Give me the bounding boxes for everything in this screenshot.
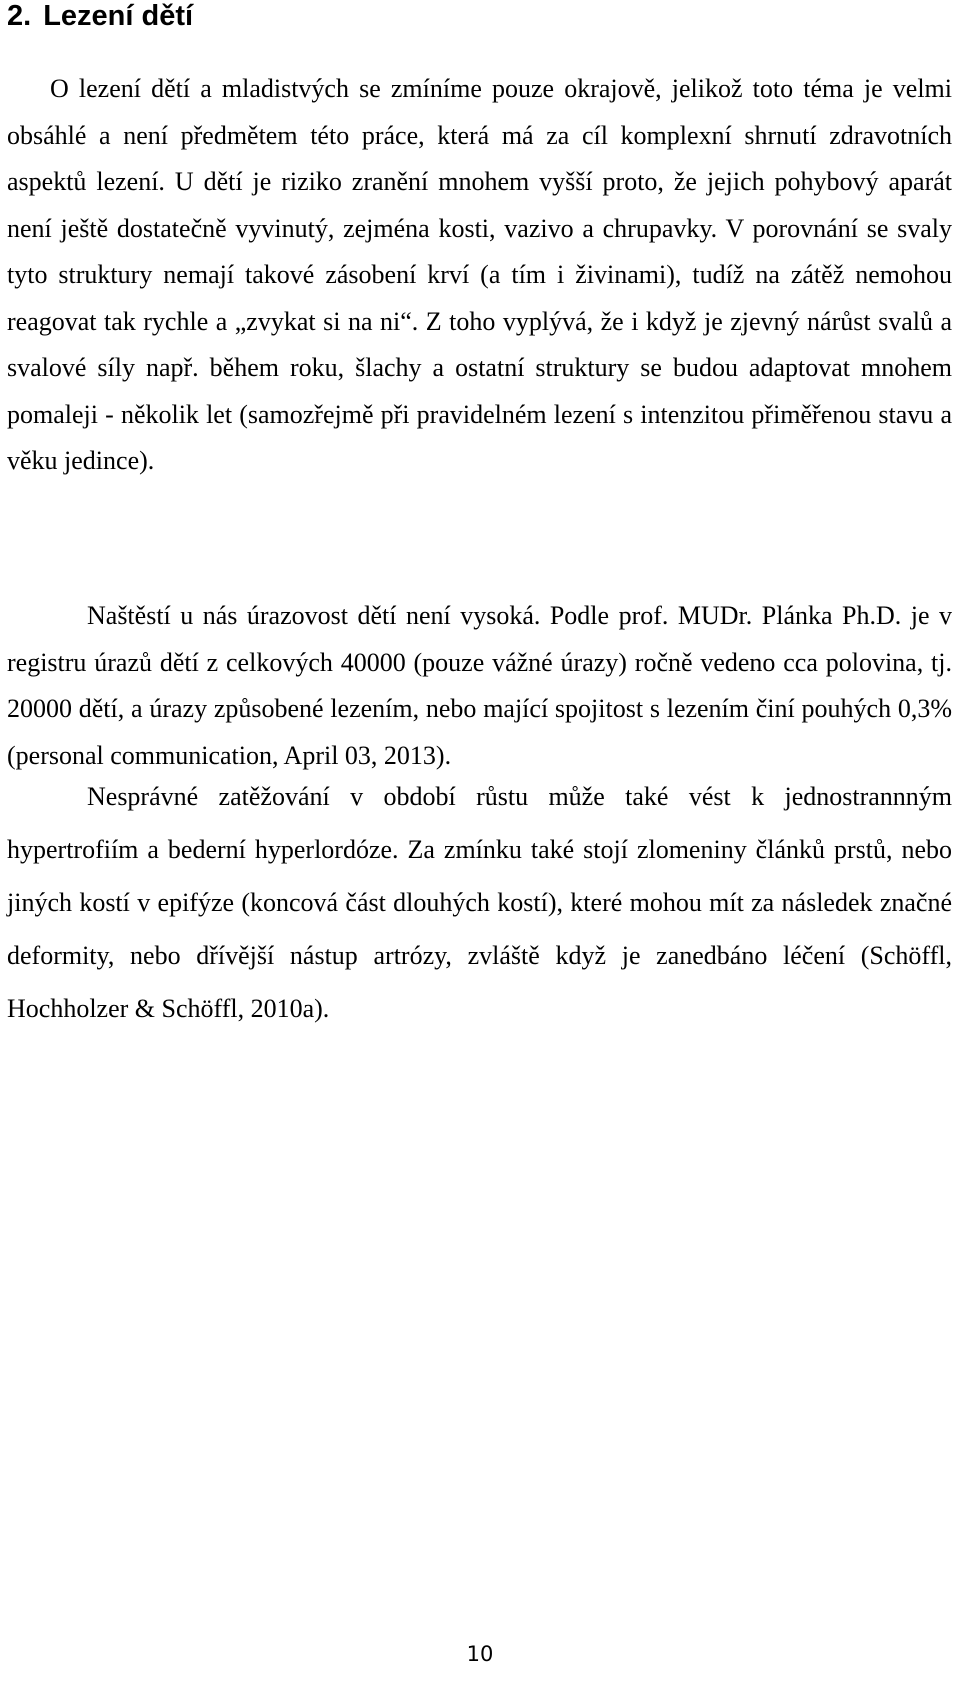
section-heading xyxy=(7,0,193,34)
section-title: Lezení dětí xyxy=(43,0,194,32)
paragraph-injury-statistics: Naštěstí u nás úrazovost dětí není vysoká. Podle prof. MUDr. Plánka Ph.D. je v registru úrazů dětí z celkových 40000 (pouze vážné úrazy) ročně vedeno cca polovina, tj. 20000 dětí, a úrazy způsobené lezením, nebo mající spojitost s lezením činí pouhých 0,3% (personal communication, April 03, 2013). xyxy=(7,601,952,770)
section-number: 2. xyxy=(7,0,32,32)
page-number: 10 xyxy=(466,1642,494,1666)
paragraph-children-climbing-intro: O lezení dětí a mladistvých se zmíníme pouze okrajově, jelikož toto téma je velmi obsáhlé a není předmětem této práce, která má za cíl komplexní shrnutí zdravotních aspektů lezení. U dětí je riziko zranění mnohem vyšší proto, že jejich pohybový aparát není ještě dostatečně vyvinutý, zejména kosti, vazivo a chrupavky. V porovnání se svaly tyto struktury nemají takové zásobení krví (a tím i živinami), tudíž na zátěž nemohou reagovat tak rychle a „zvykat si na ni“. Z toho vyplývá, že i když je zjevný nárůst svalů a svalové síly např. během roku, šlachy a ostatní struktury se budou adaptovat mnohem pomaleji - několik let (samozřejmě při pravidelném lezení s intenzitou přiměřenou stavu a věku jedince). xyxy=(7,74,952,475)
paragraph-growth-overload: Nesprávné zatěžování v období růstu může také vést k jednostrannným hypertrofiím a bederní hyperlordóze. Za zmínku také stojí zlomeniny článků prstů, nebo jiných kostí v epifýze (koncová část dlouhých kostí), které mohou mít za následek značné deformity, nebo dřívější nástup artrózy, zvláště když je zanedbáno léčení (Schöffl, Hochholzer & Schöffl, 2010a). xyxy=(7,782,952,1023)
